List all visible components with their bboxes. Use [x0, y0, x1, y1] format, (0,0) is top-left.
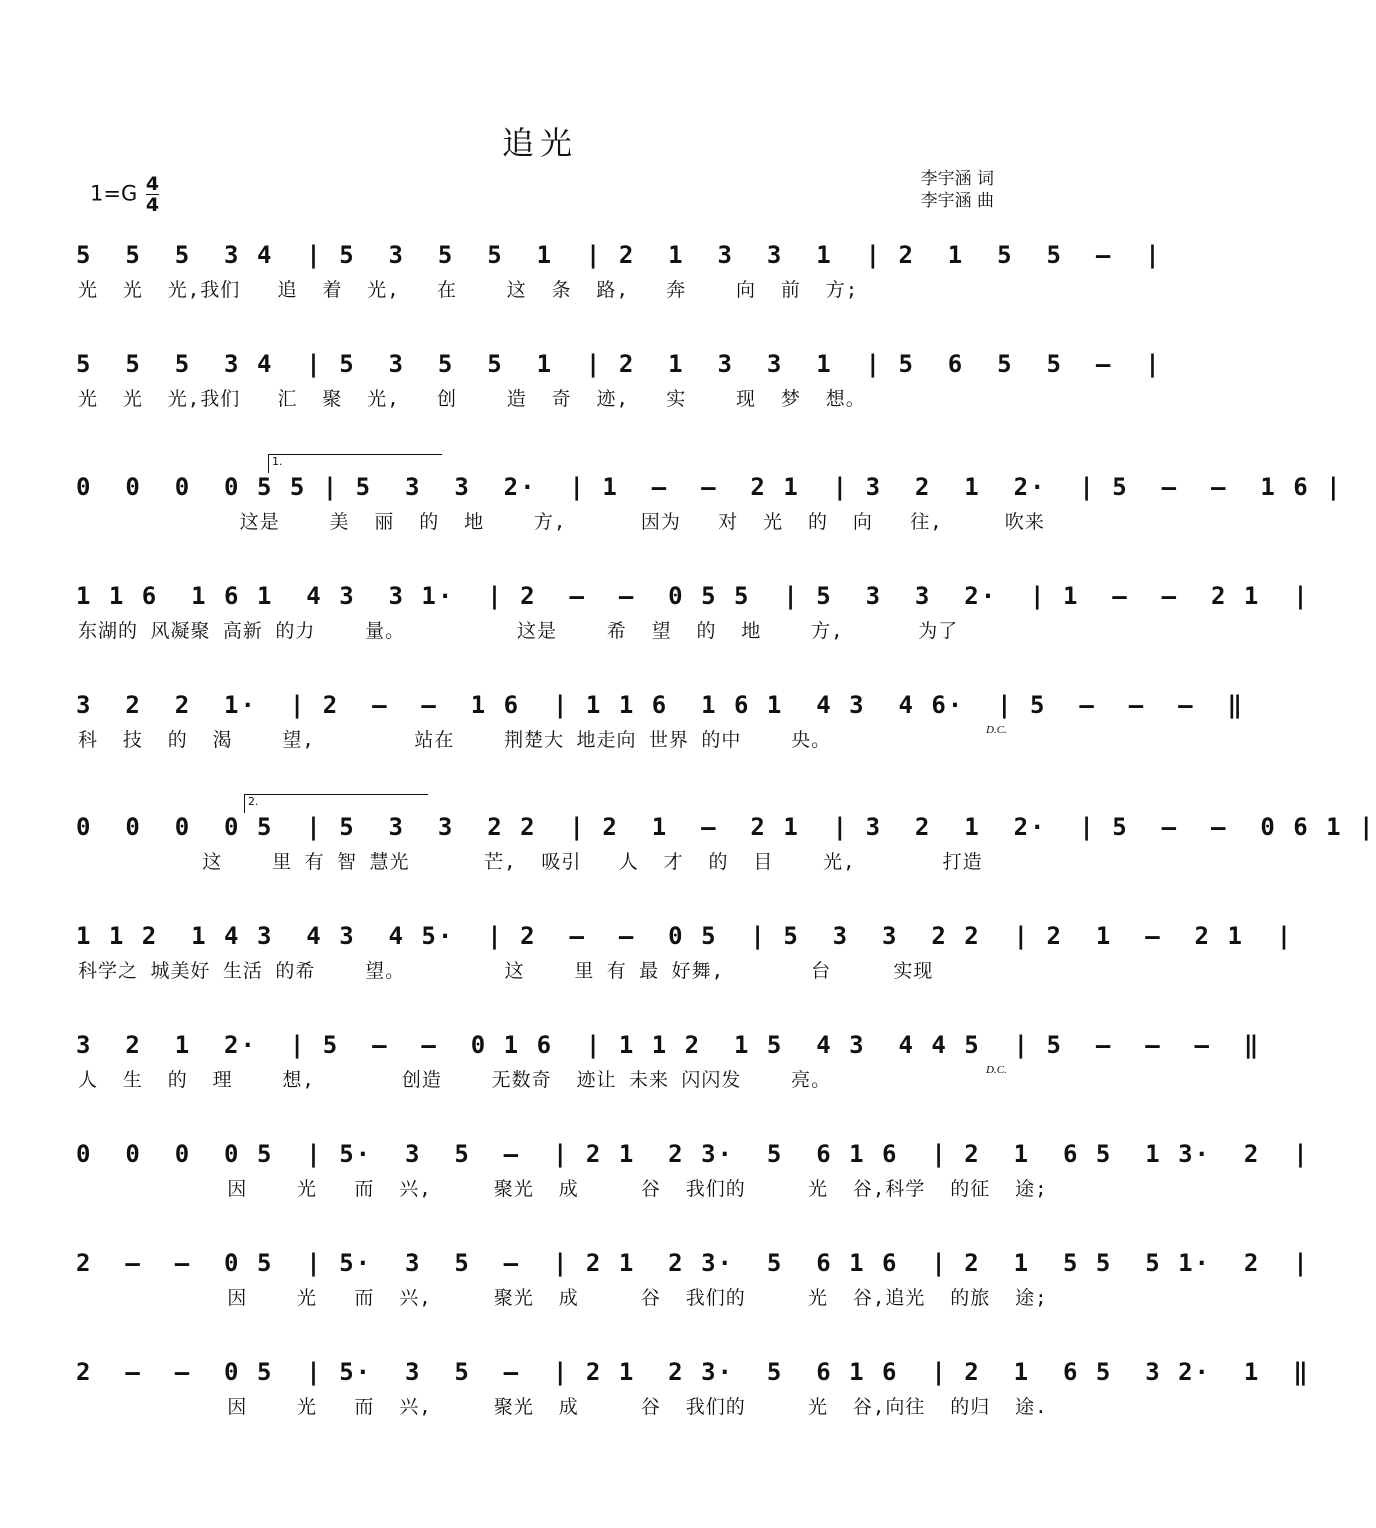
- notation-line: 3 2 2 1· | 2 – – 1 6 | 1 1 6 1 6 1 4 3 4 6· | 5 – – – ‖: [76, 691, 1244, 719]
- lyrics-line: 科 技 的 渴 望, 站在 荆楚大 地走向 世界 的中 央。: [78, 729, 832, 751]
- notation-line: 2 – – 0 5 | 5· 3 5 – | 2 1 2 3· 5 6 1 6 | 2 1 6 5 3 2· 1 ‖: [76, 1358, 1310, 1386]
- music-system: [76, 1022, 1261, 1128]
- notation-line: 1 1 2 1 4 3 4 3 4 5· | 2 – – 0 5 | 5 3 3 2 2 | 2 1 – 2 1 |: [76, 922, 1294, 950]
- music-system: [76, 464, 1343, 570]
- music-system: [76, 682, 1244, 788]
- music-system: [76, 1349, 1310, 1455]
- notation-line: 2 – – 0 5 | 5· 3 5 – | 2 1 2 3· 5 6 1 6 | 2 1 5 5 5 1· 2 |: [76, 1249, 1310, 1277]
- time-signature: [146, 174, 159, 215]
- notation-line: 5 5 5 3 4 | 5 3 5 5 1 | 2 1 3 3 1 | 5 6 5 5 – |: [76, 350, 1162, 378]
- time-top: 4: [145, 173, 160, 195]
- notation-line: 0 0 0 0 5 | 5 3 3 2 2 | 2 1 – 2 1 | 3 2 1 2· | 5 – – 0 6 1 |: [76, 813, 1376, 841]
- lyrics-line: 东湖的 风凝聚 高新 的力 量。 这是 希 望 的 地 方, 为了: [78, 620, 959, 642]
- music-system: [76, 1240, 1310, 1346]
- lyrics-line: 光 光 光,我们 追 着 光, 在 这 条 路, 奔 向 前 方;: [78, 279, 859, 301]
- lyrics-line: 这 里 有 智 慧光 芒, 吸引 人 才 的 目 光, 打造: [78, 851, 983, 873]
- notation-line: 1 1 6 1 6 1 4 3 3 1· | 2 – – 0 5 5 | 5 3 3 2· | 1 – – 2 1 |: [76, 582, 1310, 610]
- music-system: [76, 804, 1376, 910]
- music-system: [76, 1131, 1310, 1237]
- song-title: 追光: [501, 124, 578, 162]
- lyrics-line: 因 光 而 兴, 聚光 成 谷 我们的 光 谷,追光 的旅 途;: [78, 1287, 1048, 1309]
- music-system: [76, 913, 1294, 1019]
- music-system: [76, 232, 1162, 338]
- lyrics-line: 因 光 而 兴, 聚光 成 谷 我们的 光 谷,科学 的征 途;: [78, 1178, 1048, 1200]
- lyrics-line: 人 生 的 理 想, 创造 无数奇 迹让 未来 闪闪发 亮。: [78, 1069, 832, 1091]
- notation-line: 3 2 1 2· | 5 – – 0 1 6 | 1 1 2 1 5 4 3 4 4 5 | 5 – – – ‖: [76, 1031, 1261, 1059]
- lyrics-line: 科学之 城美好 生活 的希 望。 这 里 有 最 好舞, 台 实现: [78, 960, 934, 982]
- notation-line: 5 5 5 3 4 | 5 3 5 5 1 | 2 1 3 3 1 | 2 1 5 5 – |: [76, 241, 1162, 269]
- lyrics-line: 光 光 光,我们 汇 聚 光, 创 造 奇 迹, 实 现 梦 想。: [78, 388, 866, 410]
- key-signature: [90, 174, 159, 215]
- credits: [921, 168, 994, 212]
- volta-1: 1.: [268, 454, 442, 473]
- notation-line: 0 0 0 0 5 5 | 5 3 3 2· | 1 – – 2 1 | 3 2 1 2· | 5 – – 1 6 |: [76, 473, 1343, 501]
- lyrics-line: 因 光 而 兴, 聚光 成 谷 我们的 光 谷,向往 的归 途.: [78, 1396, 1048, 1418]
- music-system: [76, 341, 1162, 447]
- dc-mark: D.C.: [986, 1064, 1007, 1076]
- music-system: [76, 573, 1310, 679]
- volta-2: 2.: [244, 794, 428, 813]
- time-bottom: 4: [145, 194, 160, 216]
- key-label: 1=G: [90, 181, 138, 206]
- lyrics-line: 这是 美 丽 的 地 方, 因为 对 光 的 向 往, 吹来: [78, 511, 1045, 533]
- composer-credit: 李宇涵 曲: [920, 191, 994, 211]
- lyricist-credit: 李宇涵 词: [920, 169, 994, 189]
- notation-line: 0 0 0 0 5 | 5· 3 5 – | 2 1 2 3· 5 6 1 6 | 2 1 6 5 1 3· 2 |: [76, 1140, 1310, 1168]
- dc-mark: D.C.: [986, 724, 1007, 736]
